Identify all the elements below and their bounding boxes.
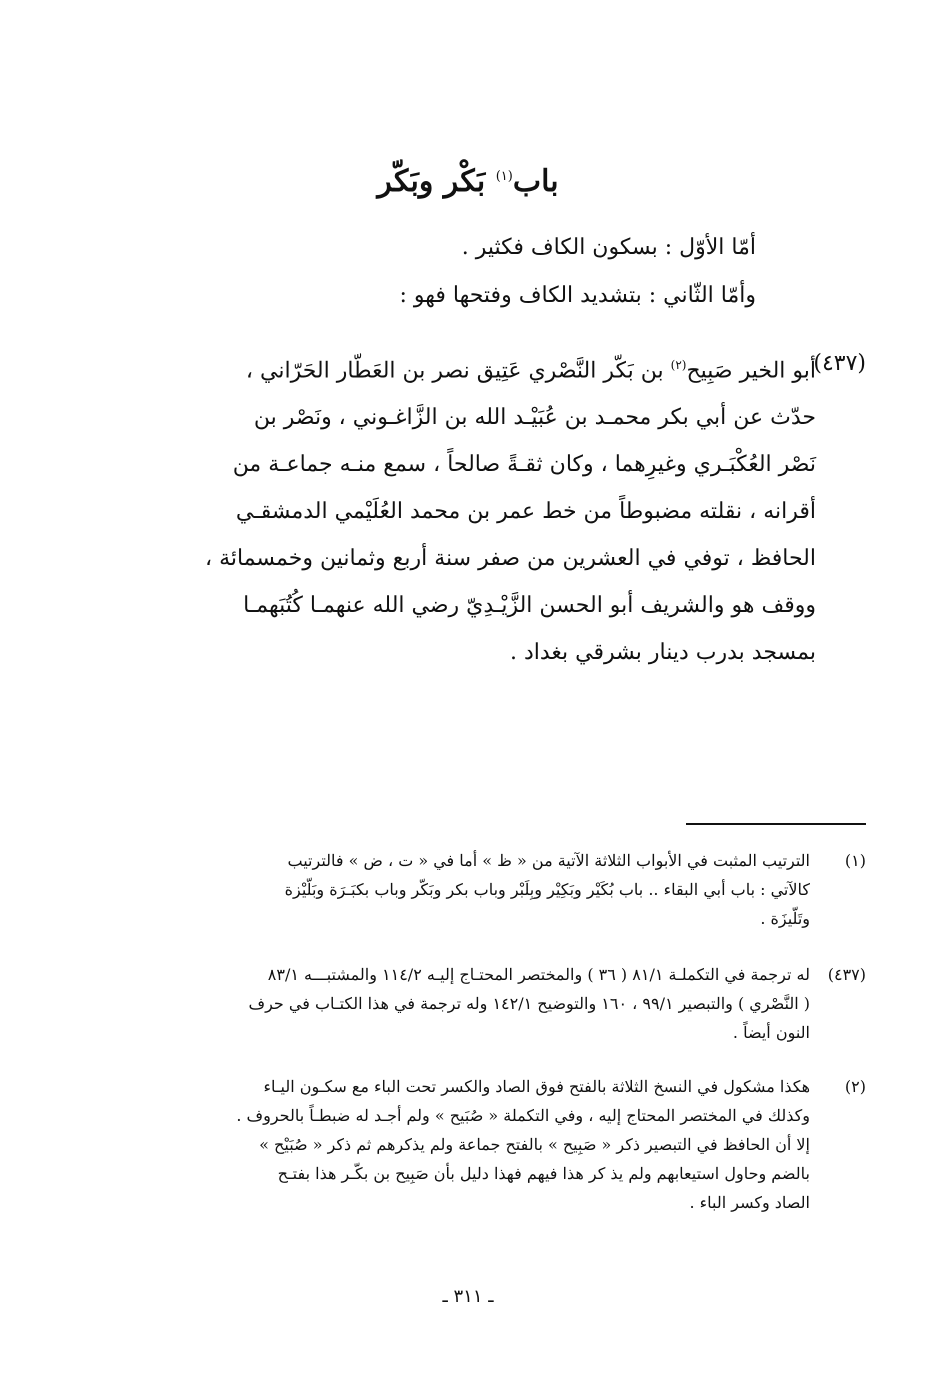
- footnote: [118, 1072, 866, 1217]
- entry-line: ووقف هو والشريف أبو الحسن الزَّيْـدِيّ رضي الله عنهمـا كُتُبَهمـا: [243, 593, 816, 619]
- entry-line: حدّث عن أبي بكر محمـد بن عُبَيْـد الله بن الزَّاغـوني ، ونَصْر بن: [253, 405, 816, 431]
- footnote-number: (١): [844, 851, 866, 870]
- chapter-title-note-ref[interactable]: (١): [495, 169, 513, 184]
- entry-line-part: بن بَكّر النَّصْري عَتِيق نصر بن العَطّار الحَرّاني ،: [245, 358, 664, 384]
- entry-text: [116, 342, 816, 676]
- footnote-line: الترتيب المثبت في الأبواب الثلاثة الآتية من « ظ » أما في « ت ، ض » فالترتيب: [287, 851, 810, 870]
- footnote-text: [118, 1072, 810, 1217]
- page-number: ـ ٣١١ ـ: [442, 1286, 494, 1307]
- footnote-line: النون أيضاً .: [732, 1023, 810, 1042]
- entry-line-part: أبو الخير صَبِيح: [686, 358, 816, 384]
- footnote-line: وتَلّيزَة .: [760, 909, 810, 928]
- footnote-line: هكذا مشكول في النسخ الثلاثة بالفتح فوق الصاد والكسر تحت الباء مع سكـون اليـاء: [263, 1077, 810, 1096]
- footnote: [118, 846, 866, 933]
- footnote-text: [118, 846, 810, 933]
- entry-line: نَصْر العُكْبَـري وغيرِهما ، وكان ثقـةً صالحاً ، سمع منـه جماعـة من: [232, 452, 816, 478]
- intro-line-second: وأمّا الثّاني : بتشديد الكاف وفتحها فهو :: [399, 283, 756, 308]
- footnote-line: له ترجمة في التكملـة ٨١/١ ( ٣٦ ) والمختصر المحتـاج إليـه ١١٤/٢ والمشتبـــه ٨٣/١: [267, 965, 810, 984]
- footnote-number: (٢): [844, 1077, 866, 1096]
- footnote-text: [118, 960, 810, 1047]
- footnote-line: الصاد وكسر الباء .: [689, 1193, 810, 1212]
- footnote-number: (٤٣٧): [827, 965, 866, 984]
- entry-line: أقرانه ، نقلته مضبوطاً من خط عمر بن محمد العُلَيْمي الدمشقـي: [235, 499, 816, 525]
- entry-note-ref[interactable]: (٢): [670, 358, 687, 372]
- footnote: [118, 960, 866, 1047]
- entry-line: بمسجد بدرب دينار بشرقي بغداد .: [509, 640, 816, 666]
- entry-number: (٤٣٧): [813, 351, 866, 376]
- footnote-line: كالآتي : باب أبي البقاء .. باب بُكَيْر وبَكِيْر وبِلَبْر وباب بكر وبَكّر وباب بكبَـرَة وبَلّيْزة: [284, 880, 810, 899]
- chapter-title-word: باب: [512, 164, 559, 199]
- footnote-line: وكذلك في المختصر المحتاج إليه ، وفي التكملة « صُبَيح » ولم أجـد له ضبطـاً بالحروف .: [236, 1106, 810, 1125]
- chapter-title-rest: بَكْر وبَكّر: [377, 164, 486, 199]
- footnote-line: بالضم وحاول استيعابهم ولم يذ كر هذا فيهم فهذا دليل بأن صَبِيح بن بكّـر هذا بفتـح: [277, 1164, 810, 1183]
- footnote-line: إلا أن الحافظ في التبصير ذكر « صَبِيح » بالفتح جماعة ولم يذكرهم ثم ذكر « صُبَيْح »: [259, 1135, 810, 1154]
- entry-line: الحافظ ، توفي في العشرين من صفر سنة أربع وثمانين وخمسمائة ،: [204, 546, 816, 572]
- intro-line-first: أمّا الأوّل : بسكون الكاف فكثير .: [461, 235, 756, 260]
- footnote-divider: [686, 823, 866, 825]
- footnote-line: ( النَّصْري ) والتبصير ٩٩/١ ، ١٦٠ والتوضيح ١٤٢/١ وله ترجمة في هذا الكتـاب في حرف: [248, 994, 810, 1013]
- chapter-title: [0, 152, 936, 207]
- entry-line: [116, 342, 816, 394]
